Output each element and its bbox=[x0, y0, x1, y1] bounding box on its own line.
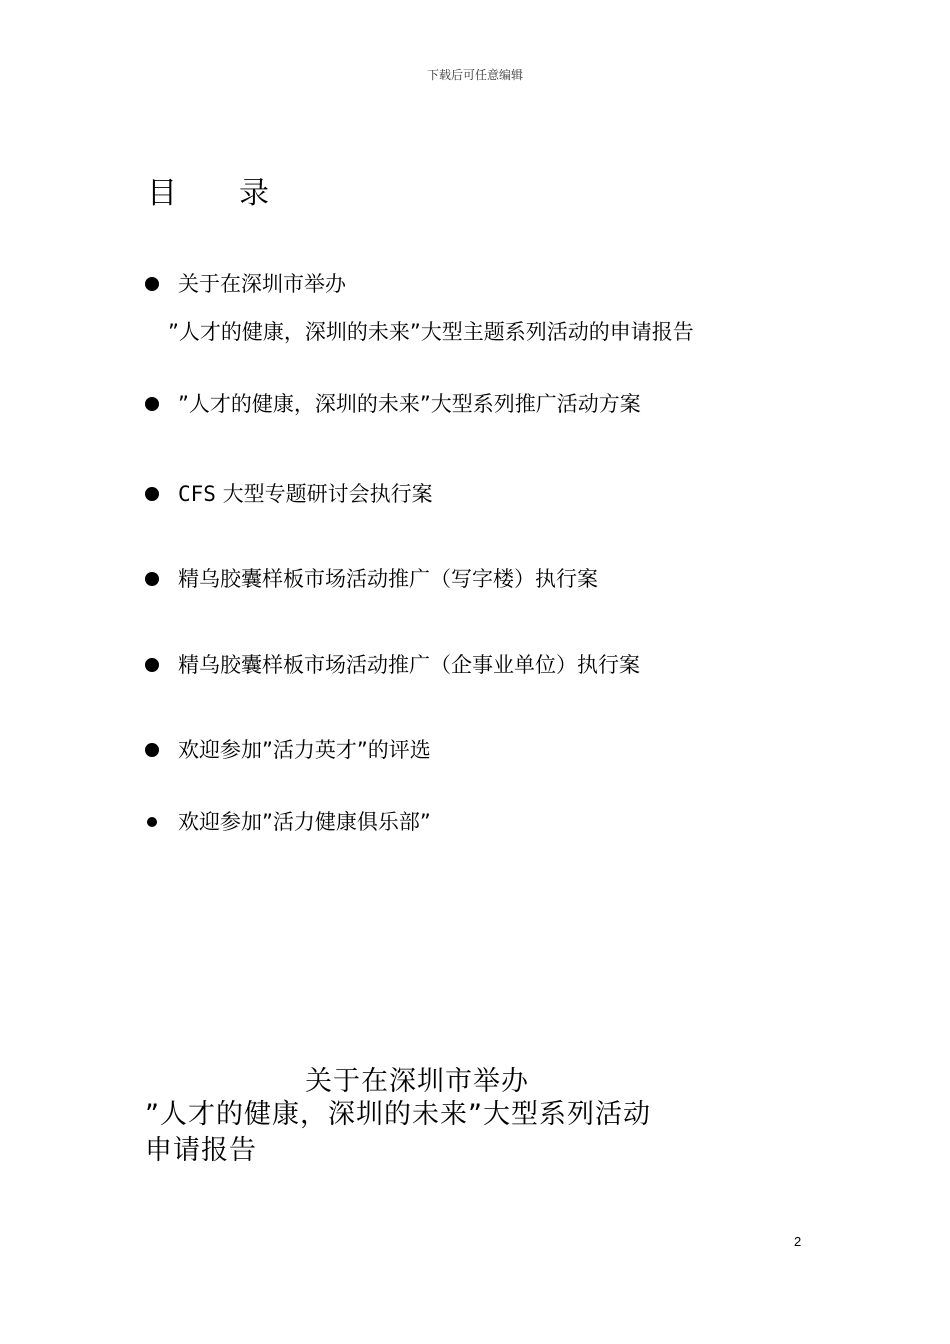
page-number: 2 bbox=[794, 1234, 802, 1249]
bullet-icon bbox=[145, 658, 159, 672]
toc-item-text: 欢迎参加”活力健康俱乐部” bbox=[178, 810, 431, 834]
toc-item-subline: ”人才的健康，深圳的未来”大型主题系列活动的申请报告 bbox=[168, 320, 694, 344]
toc-item-text: ”人才的健康，深圳的未来”大型系列推广活动方案 bbox=[178, 392, 641, 416]
toc-item-text-wrap bbox=[178, 480, 433, 508]
bullet-icon bbox=[147, 817, 157, 827]
toc-title: 目录 bbox=[147, 176, 331, 211]
toc-item-text: 关于在深圳市举办 bbox=[178, 272, 346, 296]
bullet-icon bbox=[145, 743, 159, 757]
toc-item-text: 精乌胶囊样板市场活动推广（写字楼）执行案 bbox=[178, 567, 598, 591]
toc-item-prefix: CFS bbox=[178, 482, 216, 506]
report-heading-line-1: 关于在深圳市举办 bbox=[305, 1066, 529, 1097]
bullet-icon bbox=[145, 277, 159, 291]
toc-item-text: 欢迎参加”活力英才”的评选 bbox=[178, 738, 431, 762]
toc-item-text: 大型专题研讨会执行案 bbox=[222, 482, 433, 506]
bullet-icon bbox=[145, 397, 159, 411]
bullet-icon bbox=[145, 572, 159, 586]
report-heading-line-3: 申请报告 bbox=[145, 1135, 257, 1166]
header-note: 下载后可任意编辑 bbox=[426, 68, 523, 82]
bullet-icon bbox=[145, 487, 159, 501]
report-heading-line-2: ”人才的健康，深圳的未来”大型系列活动 bbox=[145, 1099, 651, 1130]
toc-item-text: 精乌胶囊样板市场活动推广（企事业单位）执行案 bbox=[178, 653, 640, 677]
